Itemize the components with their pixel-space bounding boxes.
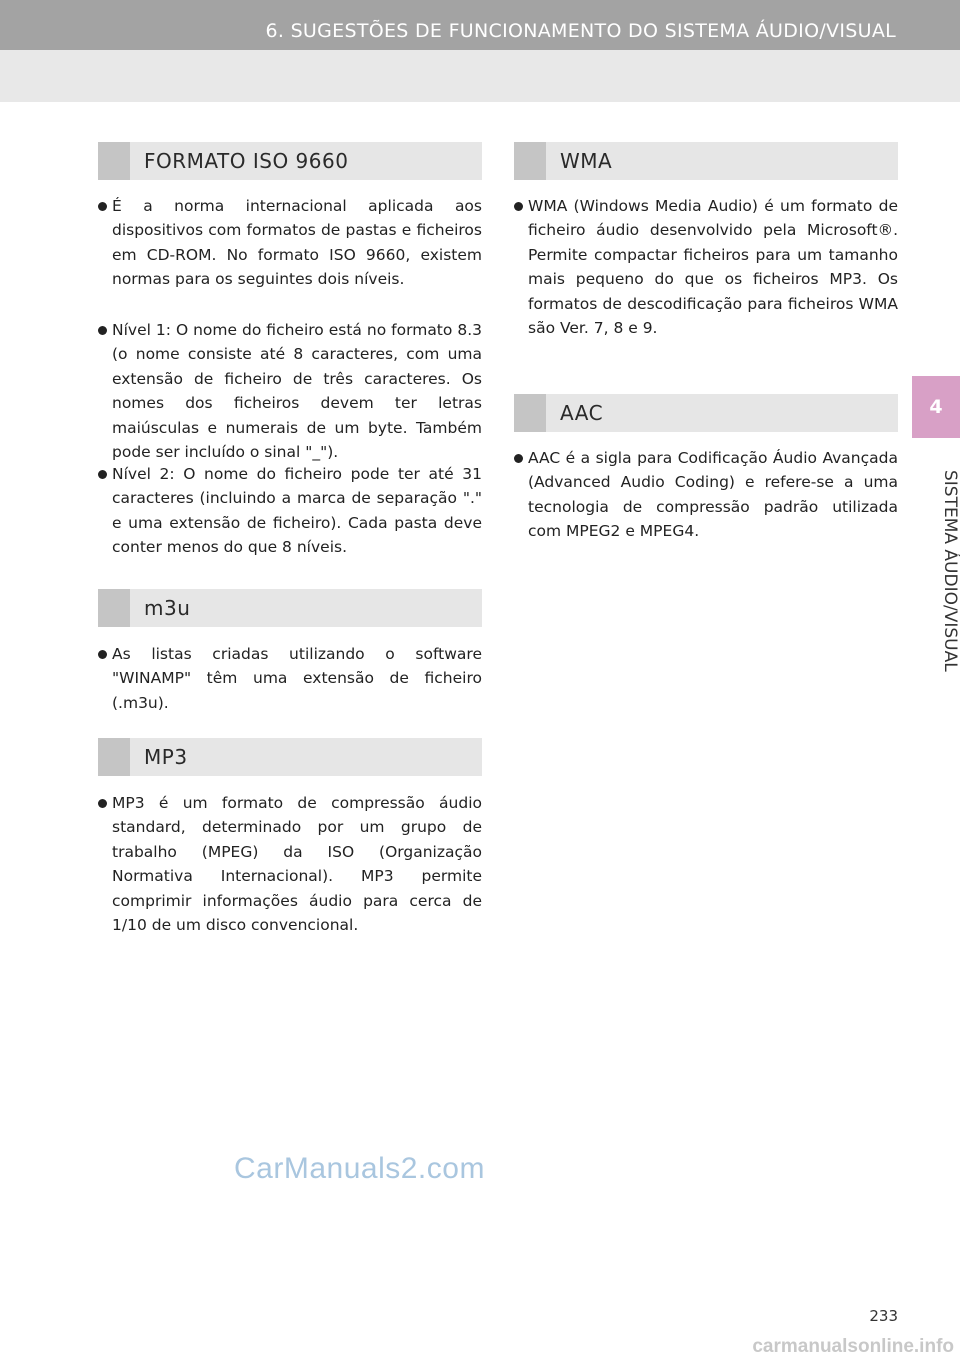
bullet-icon: [98, 326, 107, 335]
heading-text: MP3: [144, 745, 188, 769]
bullet-icon: [98, 202, 107, 211]
bullet-icon: [98, 799, 107, 808]
section-heading-iso9660: [98, 142, 482, 180]
bullet-text: É a norma internacional aplicada aos dispositivos com formatos de pastas e ficheiros em CD-ROM. No formato ISO 9660, existem normas para os seguintes dois níveis.: [112, 197, 482, 289]
heading-marker: [98, 738, 130, 776]
heading-marker: [98, 589, 130, 627]
bullet-icon: [514, 202, 523, 211]
bullet-text: WMA (Windows Media Audio) é um formato de ficheiro áudio desenvolvido pela Microsoft®. Permite compactar ficheiros para um tamanho mais pequeno do que os ficheiros MP3. Os formatos de descodificação para ficheiros WMA são Ver. 7, 8 e 9.: [528, 197, 898, 338]
bullet-text: MP3 é um formato de compressão áudio standard, determinado por um grupo de trabalho (MPEG) da ISO (Organização Normativa Internacional). MP3 permite comprimir informações áudio para cerca de 1/10 de um disco convencional.: [112, 794, 482, 935]
bullet-text: AAC é a sigla para Codificação Áudio Avançada (Advanced Audio Coding) e refere-se a uma tecnologia de compressão padrão utilizada com MPEG2 e MPEG4.: [528, 449, 898, 541]
right-column: [514, 142, 898, 562]
list-item: [98, 194, 482, 292]
list-item: [98, 642, 482, 715]
bullet-icon: [514, 454, 523, 463]
list-item: [98, 791, 482, 937]
section-heading-mp3: [98, 738, 482, 776]
chapter-number-tab: 4: [912, 376, 960, 438]
heading-text: m3u: [144, 596, 191, 620]
heading-text: WMA: [560, 149, 613, 173]
bullet-text: Nível 1: O nome do ficheiro está no formato 8.3 (o nome consiste até 8 caracteres, com uma extensão de ficheiro de três caracteres. Os nomes dos ficheiros devem ter letras maiúsculas e numerais de um byte. Também pode ser incluído o sinal "_").: [112, 321, 482, 462]
list-item: [514, 194, 898, 340]
left-column: [98, 142, 482, 942]
page-number: 233: [869, 1307, 898, 1325]
heading-marker: [514, 394, 546, 432]
chapter-side-label: SISTEMA ÁUDIO/VISUAL: [940, 470, 960, 672]
header-strip: [0, 0, 960, 50]
list-item: [514, 446, 898, 544]
heading-marker: [514, 142, 546, 180]
heading-text: FORMATO ISO 9660: [144, 149, 349, 173]
section-heading-m3u: [98, 589, 482, 627]
bullet-icon: [98, 650, 107, 659]
chapter-title: 6. SUGESTÕES DE FUNCIONAMENTO DO SISTEMA ÁUDIO/VISUAL: [265, 20, 896, 42]
list-item: [98, 318, 482, 464]
bullet-text: Nível 2: O nome do ficheiro pode ter até 31 caracteres (incluindo a marca de separação "." e uma extensão de ficheiro). Cada pasta deve conter menos do que 8 níveis.: [112, 465, 482, 557]
bullet-icon: [98, 470, 107, 479]
heading-text: AAC: [560, 401, 604, 425]
section-heading-wma: [514, 142, 898, 180]
list-item: [98, 462, 482, 560]
bullet-text: As listas criadas utilizando o software "WINAMP" têm uma extensão de ficheiro (.m3u).: [112, 645, 482, 712]
footer-watermark: carmanualsonline.info: [752, 1336, 954, 1357]
section-heading-aac: [514, 394, 898, 432]
heading-marker: [98, 142, 130, 180]
watermark: CarManuals2.com: [234, 1152, 485, 1185]
